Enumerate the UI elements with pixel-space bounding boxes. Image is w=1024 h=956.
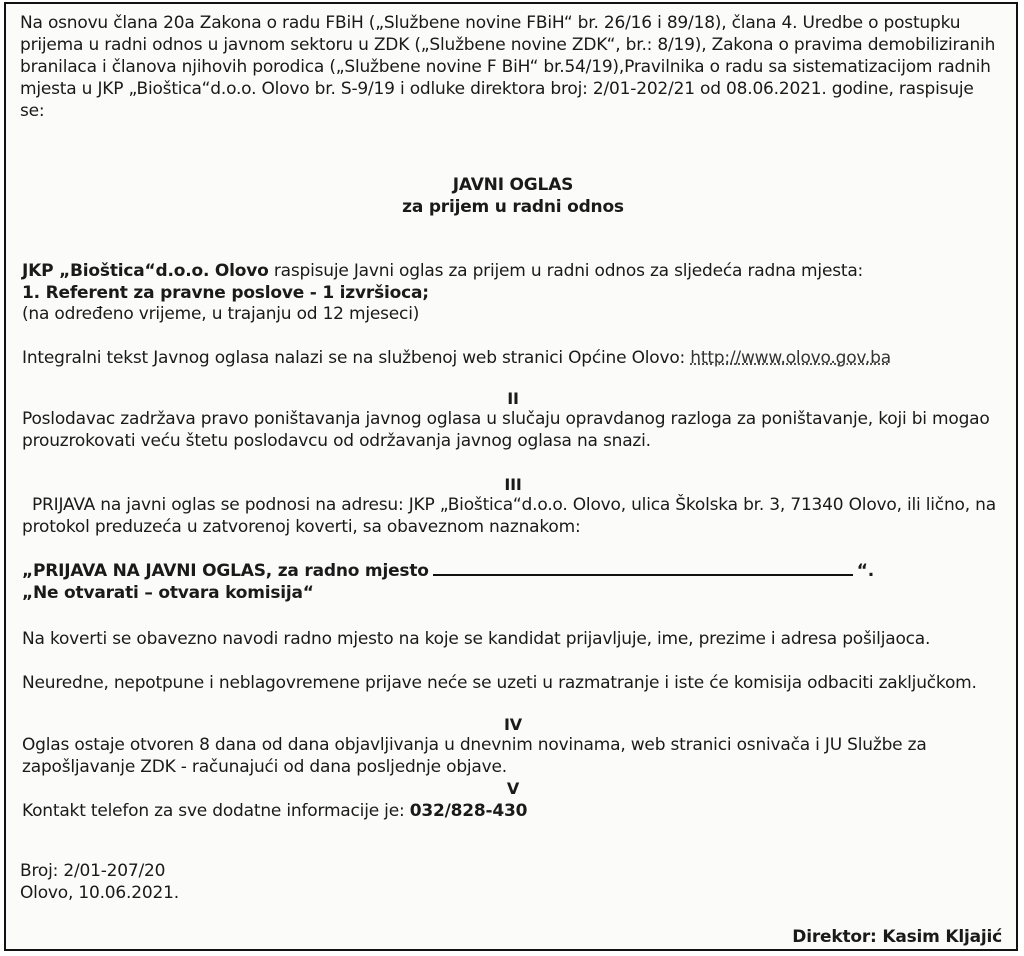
marking-close: “.: [856, 561, 874, 581]
document-number: Broj: 2/01-207/20: [20, 861, 166, 881]
section-iii-numeral: III: [504, 475, 522, 494]
notice-frame: [4, 2, 1018, 951]
section-ii-numeral: II: [507, 389, 519, 408]
section-i-intro: [22, 260, 863, 282]
full-text-note: [22, 347, 891, 369]
marking-label: „PRIJAVA NA JAVNI OGLAS, za radno mjesto: [22, 561, 429, 581]
full-text-label: Integralni tekst Javnog oglasa nalazi se na službenoj web stranici Općine Olovo:: [22, 348, 686, 368]
director-signature: Direktor: Kasim Kljajić: [792, 927, 1002, 947]
section-iii-line: protokol preduzeća u zatvorenoj koverti, sa obaveznom naznakom:: [22, 517, 581, 537]
section-iv-line: zapošljavanje ZDK - računajući od dana posljednje objave.: [22, 757, 507, 777]
contact-phone: 032/828-430: [409, 801, 528, 821]
intro-line: prijema u radni odnos u javnom sektoru u ZDK („Službene novine ZDK“, br.: 8/19), Zakona o pravima demobiliziranih: [20, 35, 996, 55]
website-link[interactable]: http://www.olovo.gov.ba: [690, 348, 891, 368]
contact-label: Kontakt telefon za sve dodatne informacije je:: [22, 801, 410, 821]
section-v-numeral: V: [506, 779, 520, 798]
employer-name: JKP „Bioštica“d.o.o. Olovo: [22, 261, 269, 281]
section-iv-numeral: IV: [504, 715, 522, 734]
section-iv-line: Oglas ostaje otvoren 8 dana od dana objavljivanja u dnevnim novinama, web stranici osnivača i JU Službe za: [22, 735, 927, 755]
notice-subtitle: za prijem u radni odnos: [402, 197, 624, 217]
section-i-intro-text: raspisuje Javni oglas za prijem u radni odnos za sljedeća radna mjesta:: [268, 261, 864, 281]
intro-paragraph: [20, 12, 1005, 122]
position-duration: (na određeno vrijeme, u trajanju od 12 mjeseci): [22, 304, 420, 324]
place-and-date: Olovo, 10.06.2021.: [20, 883, 179, 903]
intro-line: branilaca i članova njihovih porodica („Službene novine F BiH“ br.54/19),Pravilnika o radu sa sistematizacijom radnih: [20, 57, 991, 77]
notice-title: JAVNI OGLAS: [452, 175, 574, 195]
section-iii-line: PRIJAVA na javni oglas se podnosi na adresu: JKP „Bioštica“d.o.o. Olovo, ulica Školska br. 3, 71340 Olovo, ili lično, na: [32, 495, 996, 515]
contact-line: [22, 800, 527, 822]
section-ii-line: prouzrokovati veću štetu poslodavcu od održavanja javnog oglasa na snazi.: [22, 431, 651, 451]
position-title: 1. Referent za pravne poslove - 1 izvršioca;: [22, 283, 429, 303]
incomplete-applications-note: Neuredne, nepotpune i neblagovremene prijave neće se uzeti u razmatranje i iste će komisija odbaciti zaključkom.: [22, 673, 977, 693]
envelope-note: Na koverti se obavezno navodi radno mjesto na koje se kandidat prijavljuje, ime, prezime i adresa pošiljaoca.: [22, 629, 931, 649]
envelope-warning: „Ne otvarati – otvara komisija“: [22, 583, 314, 603]
section-ii-line: Poslodavac zadržava pravo poništavanja javnog oglasa u slučaju opravdanog razloga za poništavanje, koji bi mogao: [22, 409, 990, 429]
intro-line: mjesta u JKP „Bioštica“d.o.o. Olovo br. S-9/19 i odluke direktora broj: 2/01-202/21 od 08.06.2021. godine, raspisuje: [20, 79, 974, 99]
intro-line: Na osnovu člana 20a Zakona o radu FBiH („Službene novine FBiH“ br. 26/16 i 89/18), člana 4. Uredbe o postupku: [20, 13, 961, 33]
envelope-marking: [22, 560, 874, 582]
intro-line: se:: [20, 101, 45, 121]
job-title-blank: [433, 560, 853, 576]
